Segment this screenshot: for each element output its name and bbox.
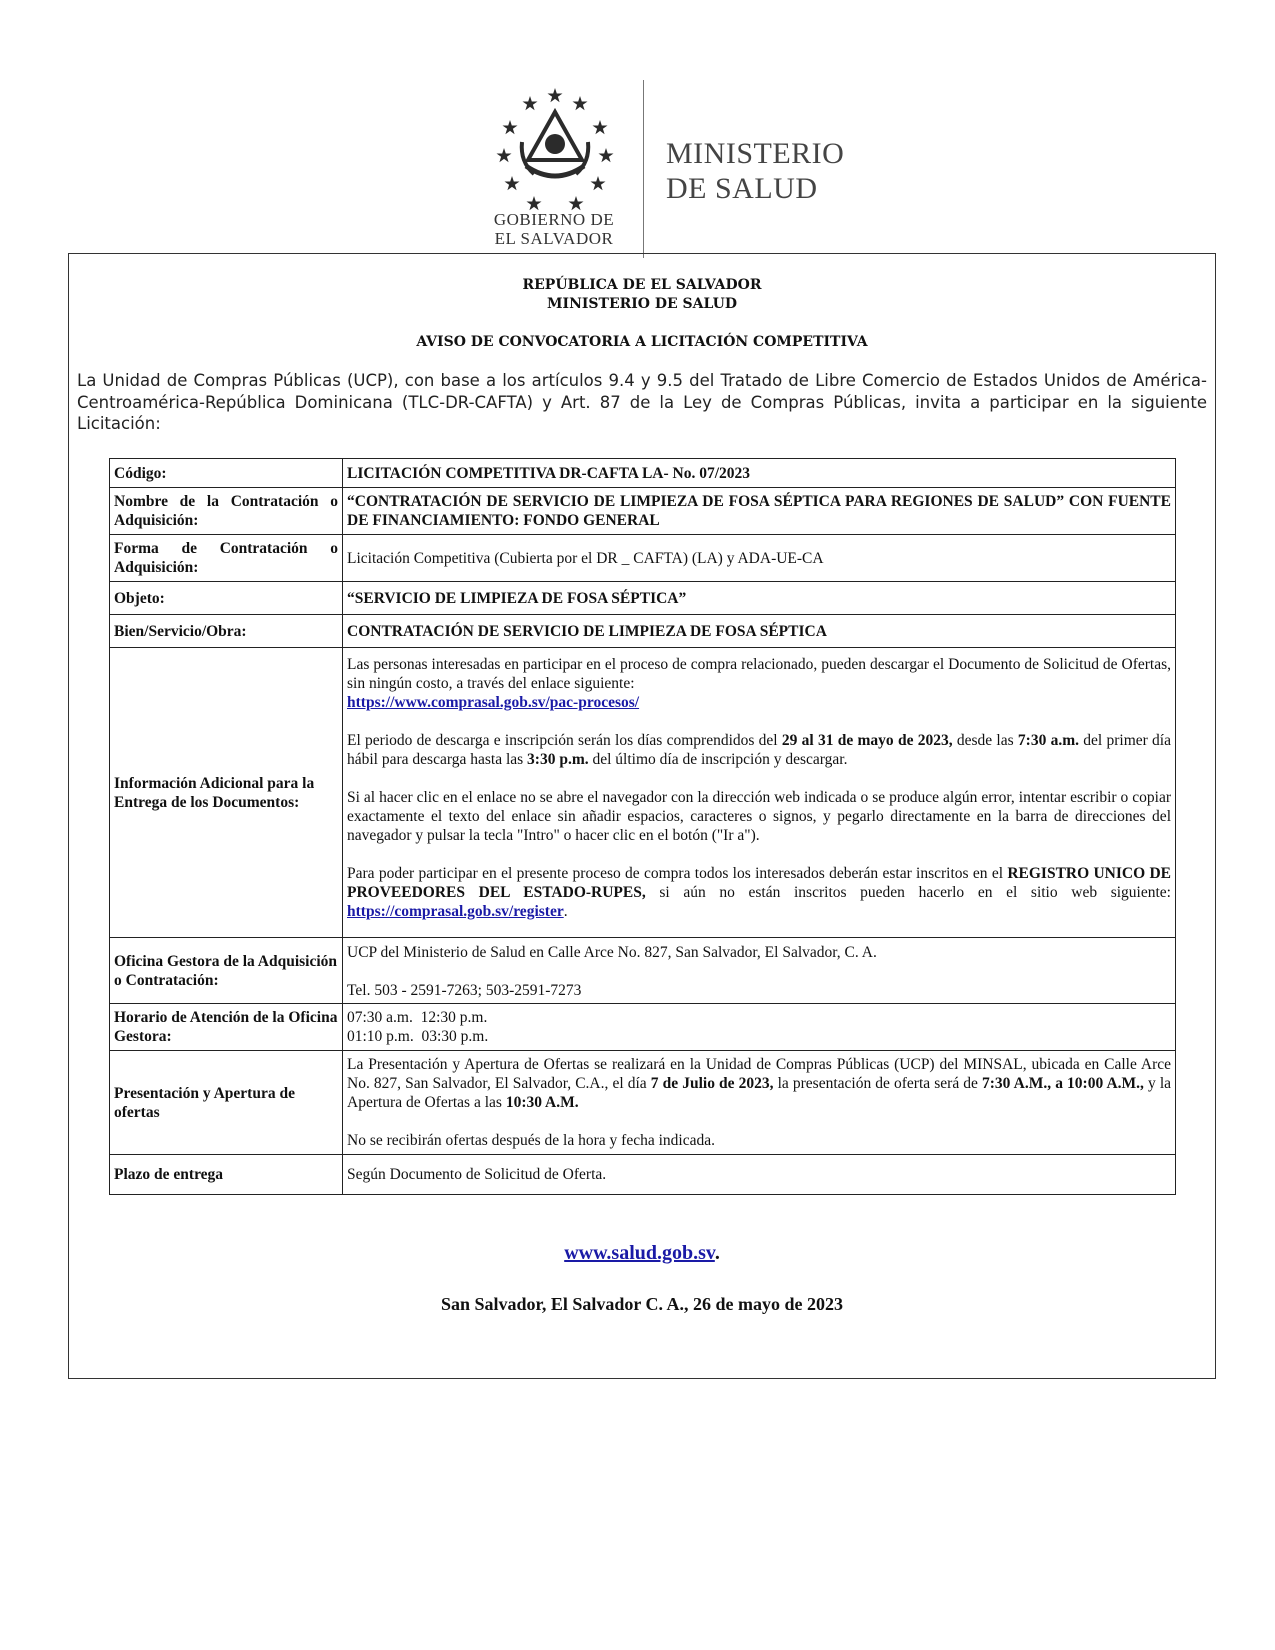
letterhead: [0, 40, 1275, 248]
table-row: [110, 1155, 1176, 1195]
notice-heading: [69, 276, 1215, 314]
website-link[interactable]: www.salud.gob.sv: [564, 1242, 715, 1264]
header-divider: [643, 80, 644, 258]
info-value: [343, 648, 1176, 938]
horario-value: [343, 1004, 1176, 1051]
download-dates: 29 al 31 de mayo de 2023,: [781, 731, 953, 749]
objeto-value: “SERVICIO DE LIMPIEZA DE FOSA SÉPTICA”: [343, 582, 1176, 615]
presentacion-label: Presentación y Apertura de ofertas: [110, 1051, 343, 1155]
notice-frame: [68, 253, 1216, 1379]
text: del primer día hábil para descarga hasta las: [347, 731, 1171, 768]
oficina-address: UCP del Ministerio de Salud en Calle Arce No. 827, San Salvador, El Salvador, C. A.: [347, 944, 877, 961]
table-row: [110, 582, 1176, 615]
text: La Presentación y Apertura de Ofertas se realizará en la Unidad de Compras Públicas (UCP) del MINSAL, ubicada en Calle Arce No. 827, San Salvador, El Salvador, C.A., el día: [347, 1056, 1171, 1092]
rupes-registry: REGISTRO UNICO DE PROVEEDORES DEL ESTADO-RUPES,: [347, 864, 1171, 901]
nombre-label: Nombre de la Contratación o Adquisición:: [110, 488, 343, 535]
info-paragraph-1: Las personas interesadas en participar en el proceso de compra relacionado, pueden descargar el Documento de Solicitud de Ofertas, sin ningún costo, a través del enlace siguiente:: [347, 655, 1171, 692]
info-paragraph-3: Si al hacer clic en el enlace no se abre el navegador con la dirección web indicada o se produce algún error, intentar escribir o copiar exactamente el texto del enlace sin añadir espacios, caracteres o signos, y pegarlo directamente en la barra de direcciones del navegador y pulsar la tecla "Intro" o hacer clic en el botón ("Ir a").: [347, 788, 1171, 844]
intro-paragraph: La Unidad de Compras Públicas (UCP), con base a los artículos 9.4 y 9.5 del Tratado de Libre Comercio de Estados Unidos de América-Centroamérica-República Dominicana (TLC-DR-CAFTA) y Art. 87 de la Ley de Compras Públicas, invita a participar en la siguiente Licitación:: [77, 371, 1207, 433]
website-period: .: [714, 1242, 720, 1264]
objeto-label: Objeto:: [110, 582, 343, 615]
codigo-label: Código:: [110, 459, 343, 488]
opening-time: 10:30 A.M.: [505, 1094, 579, 1111]
bien-value: CONTRATACIÓN DE SERVICIO DE LIMPIEZA DE FOSA SÉPTICA: [343, 615, 1176, 648]
text: Para poder participar en el presente proceso de compra todos los interesados deberán estar inscritos en el: [347, 864, 1008, 882]
end-time: 3:30 p.m.: [527, 750, 589, 768]
table-row: [110, 459, 1176, 488]
horario-morning: 07:30 a.m. 12:30 p.m.: [347, 1009, 488, 1026]
text: del último día de inscripción y descargar.: [588, 750, 848, 768]
gov-line-1: GOBIERNO DE: [493, 210, 615, 229]
opening-date: 7 de Julio de 2023,: [650, 1075, 774, 1092]
place-date: San Salvador, El Salvador C. A., 26 de mayo de 2023: [440, 1294, 844, 1314]
country-title: REPÚBLICA DE EL SALVADOR: [522, 277, 762, 293]
gov-line-2: EL SALVADOR: [494, 229, 614, 248]
oficina-phone: Tel. 503 - 2591-7263; 503-2591-7273: [347, 982, 582, 999]
presentacion-paragraph: [347, 1055, 1171, 1112]
bien-label: Bien/Servicio/Obra:: [110, 615, 343, 648]
info-paragraph-2: [347, 731, 1171, 769]
presentacion-value: [343, 1051, 1176, 1155]
text: la presentación de oferta será de: [773, 1075, 983, 1092]
ministry-line-1: MINISTERIO: [666, 137, 845, 170]
table-row: [110, 1004, 1176, 1051]
presentacion-note: No se recibirán ofertas después de la hora y fecha indicada.: [347, 1132, 715, 1149]
horario-afternoon: 01:10 p.m. 03:30 p.m.: [347, 1028, 489, 1045]
text: desde las: [952, 731, 1018, 749]
oficina-label: Oficina Gestora de la Adquisición o Contratación:: [110, 938, 343, 1004]
pac-procesos-link[interactable]: https://www.comprasal.gob.sv/pac-procesos/: [347, 693, 640, 711]
text: si aún no están inscritos pueden hacerlo en el sitio web siguiente:: [645, 883, 1171, 901]
table-row: [110, 615, 1176, 648]
oficina-value: [343, 938, 1176, 1004]
table-row: [110, 648, 1176, 938]
coat-of-arms-seal-icon: [490, 82, 620, 212]
government-name: [474, 210, 634, 248]
forma-label: Forma de Contratación o Adquisición:: [110, 535, 343, 582]
nombre-value: “CONTRATACIÓN DE SERVICIO DE LIMPIEZA DE FOSA SÉPTICA PARA REGIONES DE SALUD” CON FUENTE DE FINANCIAMIENTO: FONDO GENERAL: [343, 488, 1176, 535]
presentation-hours: 7:30 A.M., a 10:00 A.M.,: [982, 1075, 1144, 1092]
register-link[interactable]: https://comprasal.gob.sv/register: [347, 902, 564, 920]
table-row: [110, 535, 1176, 582]
ministry-title: MINISTERIO DE SALUD: [547, 296, 737, 312]
text: y la Apertura de Ofertas a las: [347, 1075, 1172, 1111]
text: El periodo de descarga e inscripción serán los días comprendidos del: [347, 731, 782, 749]
codigo-value: LICITACIÓN COMPETITIVA DR-CAFTA LA- No. 07/2023: [343, 459, 1176, 488]
text: .: [563, 902, 568, 920]
plazo-value: Según Documento de Solicitud de Oferta.: [343, 1155, 1176, 1195]
table-row: [110, 1051, 1176, 1155]
ministry-name: [666, 136, 844, 206]
info-label: Información Adicional para la Entrega de los Documentos:: [110, 648, 343, 938]
start-time: 7:30 a.m.: [1017, 731, 1079, 749]
website-line: [69, 1242, 1215, 1265]
info-paragraph-4: [347, 864, 1171, 921]
notice-title: AVISO DE CONVOCATORIA A LICITACIÓN COMPETITIVA: [416, 334, 868, 350]
table-row: [110, 938, 1176, 1004]
table-row: [110, 488, 1176, 535]
plazo-label: Plazo de entrega: [110, 1155, 343, 1195]
horario-label: Horario de Atención de la Oficina Gestora:: [110, 1004, 343, 1051]
forma-value: Licitación Competitiva (Cubierta por el DR _ CAFTA) (LA) y ADA-UE-CA: [343, 535, 1176, 582]
tender-details-table: [109, 458, 1176, 1195]
ministry-line-2: DE SALUD: [666, 172, 818, 205]
